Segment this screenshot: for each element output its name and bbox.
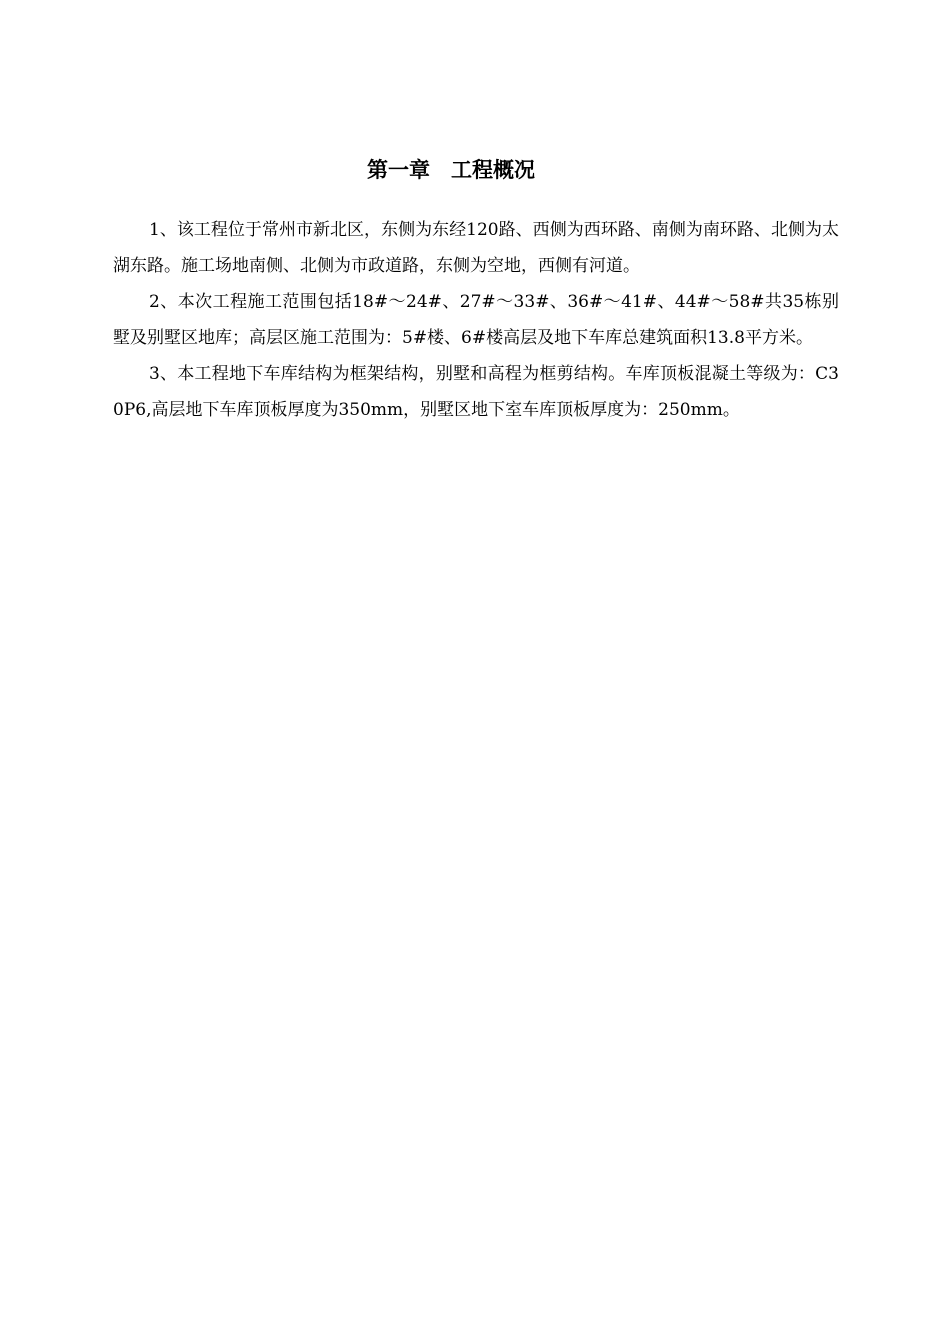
paragraph-structure: 3、本工程地下车库结构为框架结构，别墅和高程为框剪结构。车库顶板混凝土等级为：C30P6,高层地下车库顶板厚度为350mm，别墅区地下室车库顶板厚度为：250mm。 <box>113 364 839 420</box>
chapter-title: 第一章 工程概况 <box>367 158 535 182</box>
paragraph-location: 1、该工程位于常州市新北区，东侧为东经120路、西侧为西环路、南侧为南环路、北侧为太湖东路。施工场地南侧、北侧为市政道路，东侧为空地，西侧有河道。 <box>113 220 839 276</box>
paragraph-scope: 2、本次工程施工范围包括18#～24#、27#～33#、36#～41#、44#～58#共35栋别墅及别墅区地库；高层区施工范围为：5#楼、6#楼高层及地下车库总建筑面积13.8平方米。 <box>113 292 839 348</box>
document-body <box>113 212 839 428</box>
